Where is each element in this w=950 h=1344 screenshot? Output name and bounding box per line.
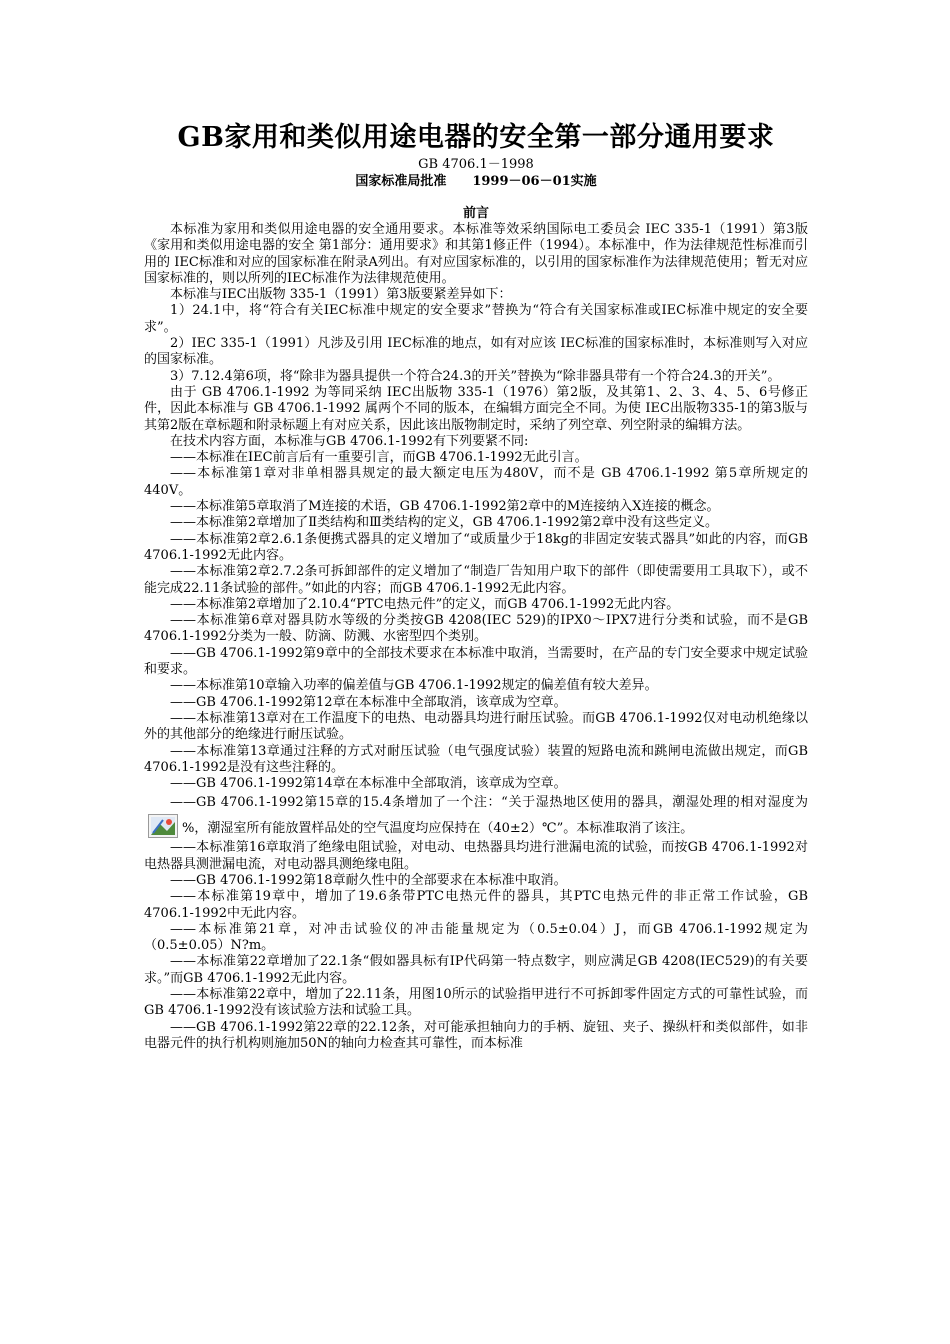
foreword-body xyxy=(144,222,808,1052)
humidity-text-before: ——GB 4706.1-1992第15章的15.4条增加了一个注：“关于湿热地区使用的器具，潮湿处理的相对湿度为 xyxy=(170,795,808,811)
paragraph: ——GB 4706.1-1992第12章在本标准中全部取消，该章成为空章。 xyxy=(170,694,567,710)
paragraph: ——本标准第5章取消了M连接的术语，GB 4706.1-1992第2章中的M连接纳入X连接的概念。 xyxy=(170,499,720,515)
paragraph: ——本标准第1章对非单相器具规定的最大额定电压为480V，而不是 GB 4706.1-1992 第5章所规定的440V。 xyxy=(144,466,808,498)
paragraph: 由于 GB 4706.1-1992 为等同采纳 IEC出版物 335-1（1976）第2版，及其第1、2、3、4、5、6号修正件，因此本标准与 GB 4706.1-1992 属两个不同的版本，在编辑方面完全不同。为使 IEC出版物335-1的第3版与其第2版在章标题和附录标题上有对应关系，因此该出版物制定时，采纳了列空章、列空附录的编辑方法。 xyxy=(144,384,808,433)
paragraph: ——GB 4706.1-1992第14章在本标准中全部取消，该章成为空章。 xyxy=(170,776,567,792)
paragraph: ——GB 4706.1-1992第18章耐久性中的全部要求在本标准中取消。 xyxy=(170,872,567,888)
paragraph: ——本标准在IEC前言后有一重要引言，而GB 4706.1-1992无此引言。 xyxy=(170,450,588,466)
paragraph: ——本标准第22章增加了22.1条“假如器具标有IP代码第一特点数字，则应满足GB 4208(IEC529)的有关要求。”而GB 4706.1-1992无此内容。 xyxy=(144,954,808,986)
paragraph: 3）7.12.4第6项，将“除非为器具提供一个符合24.3的开关”替换为“除非器具带有一个符合24.3的开关”。 xyxy=(170,368,781,384)
paragraph: ——本标准第2章增加了2.10.4“PTC电热元件”的定义，而GB 4706.1-1992无此内容。 xyxy=(170,596,680,612)
section-title-foreword: 前言 xyxy=(462,206,489,221)
paragraph: ——本标准第13章对在工作温度下的电热、电动器具均进行耐压试验。而GB 4706.1-1992仅对电动机绝缘以外的其他部分的绝缘进行耐压试验。 xyxy=(144,710,808,743)
paragraph: ——本标准第22章中，增加了22.11条，用图10所示的试验指甲进行不可拆卸零件固定方式的可靠性试验，而GB 4706.1-1992没有该试验方法和试验工具。 xyxy=(144,987,808,1019)
paragraph: ——GB 4706.1-1992第9章中的全部技术要求在本标准中取消，当需要时，在产品的专门安全要求中规定试验和要求。 xyxy=(144,645,808,678)
paragraph: ——本标准第10章输入功率的偏差值与GB 4706.1-1992规定的偏差值有较大差异。 xyxy=(170,678,658,694)
paragraph: ——GB 4706.1-1992第22章的22.12条，对可能承担轴向力的手柄、旋钮、夹子、操纵杆和类似部件，如非电器元件的执行机构则施加50N的轴向力检查其可靠性，而本标准 xyxy=(144,1019,808,1051)
paragraph: ——本标准第2章增加了Ⅱ类结构和Ⅲ类结构的定义，GB 4706.1-1992第2章中没有这些定义。 xyxy=(170,515,718,531)
issuer-line: 国家标准局批准 1999－06－01实施 xyxy=(355,174,597,189)
paragraph: ——本标准第6章对器具防水等级的分类按GB 4208(IEC 529)的IPX0～IPX7进行分类和试验，而不是GB 4706.1-1992分类为一般、防滴、防溅、水密型四个类别。 xyxy=(144,613,808,645)
paragraph: ——本标准第19章中，增加了19.6条带PTC电热元件的器具，其PTC电热元件的非正常工作试验，GB 4706.1-1992中无此内容。 xyxy=(144,889,808,921)
paragraph: 在技术内容方面，本标准与GB 4706.1-1992有下列要紧不同: xyxy=(170,433,529,449)
humidity-text-after: %，潮湿室所有能放置样品处的空气温度均应保持在（40±2）℃”。本标准取消了该注。 xyxy=(182,821,694,837)
paragraph-humidity xyxy=(144,792,808,840)
paragraph: 本标准为家用和类似用途电器的安全通用要求。本标准等效采纳国际电工委员会 IEC 335-1（1991）第3版《家用和类似用途电器的安全 第1部分：通用要求》和其第1修正件（1994）。本标准中，作为法律规范性标准而引用的 IEC标准和对应的国家标准在附录A列出。有对应国家标准的，以引用的国家标准作为法律规范使用；暂无对应国家标准的，则以所列的IEC标准作为法律规范使用。 xyxy=(144,222,808,286)
paragraph: ——本标准第21章，对冲击试验仪的冲击能量规定为（0.5±0.04）J，而GB 4706.1-1992规定为（0.5±0.05）N?m。 xyxy=(144,921,808,954)
paragraph: 1）24.1中，将“符合有关IEC标准中规定的安全要求”替换为“符合有关国家标准或IEC标准中规定的安全要求”。 xyxy=(144,303,808,335)
paragraph: 本标准与IEC出版物 335-1（1991）第3版要紧差异如下： xyxy=(170,287,512,303)
paragraph: ——本标准第2章2.7.2条可拆卸部件的定义增加了“制造厂告知用户取下的部件（即使需要用工具取下），或不能完成22.11条试验的部件。”如此的内容；而GB 4706.1-1992无此内容。 xyxy=(144,564,808,596)
document-page xyxy=(144,120,808,1052)
missing-image-icon xyxy=(148,814,178,838)
standard-code: GB 4706.1－1998 xyxy=(418,157,534,172)
paragraph: ——本标准第2章2.6.1条便携式器具的定义增加了“或质量少于18kg的非固定安装式器具”如此的内容，而GB 4706.1-1992无此内容。 xyxy=(144,531,808,563)
paragraph: ——本标准第16章取消了绝缘电阻试验，对电动、电热器具均进行泄漏电流的试验，而按GB 4706.1-1992对电热器具测泄漏电流，对电动器具测绝缘电阻。 xyxy=(144,840,808,872)
document-title: GB家用和类似用途电器的安全第一部分通用要求 xyxy=(177,122,775,153)
paragraph: ——本标准第13章通过注释的方式对耐压试验（电气强度试验）装置的短路电流和跳闸电流做出规定，而GB 4706.1-1992是没有这些注释的。 xyxy=(144,743,808,775)
paragraph: 2）IEC 335-1（1991）凡涉及引用 IEC标准的地点，如有对应该 IEC标准的国家标准时，本标准则写入对应的国家标准。 xyxy=(144,336,808,368)
